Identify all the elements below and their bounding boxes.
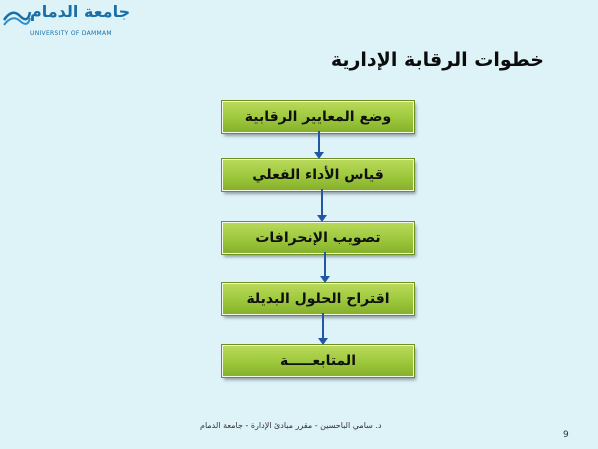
page-number: 9 (563, 430, 569, 440)
step-box-1 (222, 101, 414, 133)
step-label-1: وضع المعايير الرقابية (244, 109, 392, 125)
footer-text: د. سامي الباحسين - مقرر مبادئ الإدارة - جامعة الدمام (200, 421, 382, 430)
step-box-2 (222, 159, 414, 191)
arrow-2-3 (315, 189, 329, 223)
arrow-3-4 (318, 252, 332, 284)
logo-arabic-text: جامعة الدمام (30, 2, 131, 21)
slide-title: خطوات الرقابة الإدارية (330, 49, 544, 71)
logo-latin-text: UNIVERSITY OF DAMMAM (30, 30, 112, 37)
step-label-2: قياس الأداء الفعلي (252, 167, 384, 183)
step-box-3 (222, 222, 414, 254)
step-box-4 (222, 283, 414, 315)
step-box-5 (222, 345, 414, 377)
arrow-1-2 (312, 131, 326, 160)
step-label-5: المتابعـــــة (280, 353, 356, 369)
step-label-3: تصويب الإنحرافات (255, 230, 381, 246)
step-label-4: اقتراح الحلول البديلة (246, 291, 390, 307)
arrow-4-5 (316, 313, 330, 346)
